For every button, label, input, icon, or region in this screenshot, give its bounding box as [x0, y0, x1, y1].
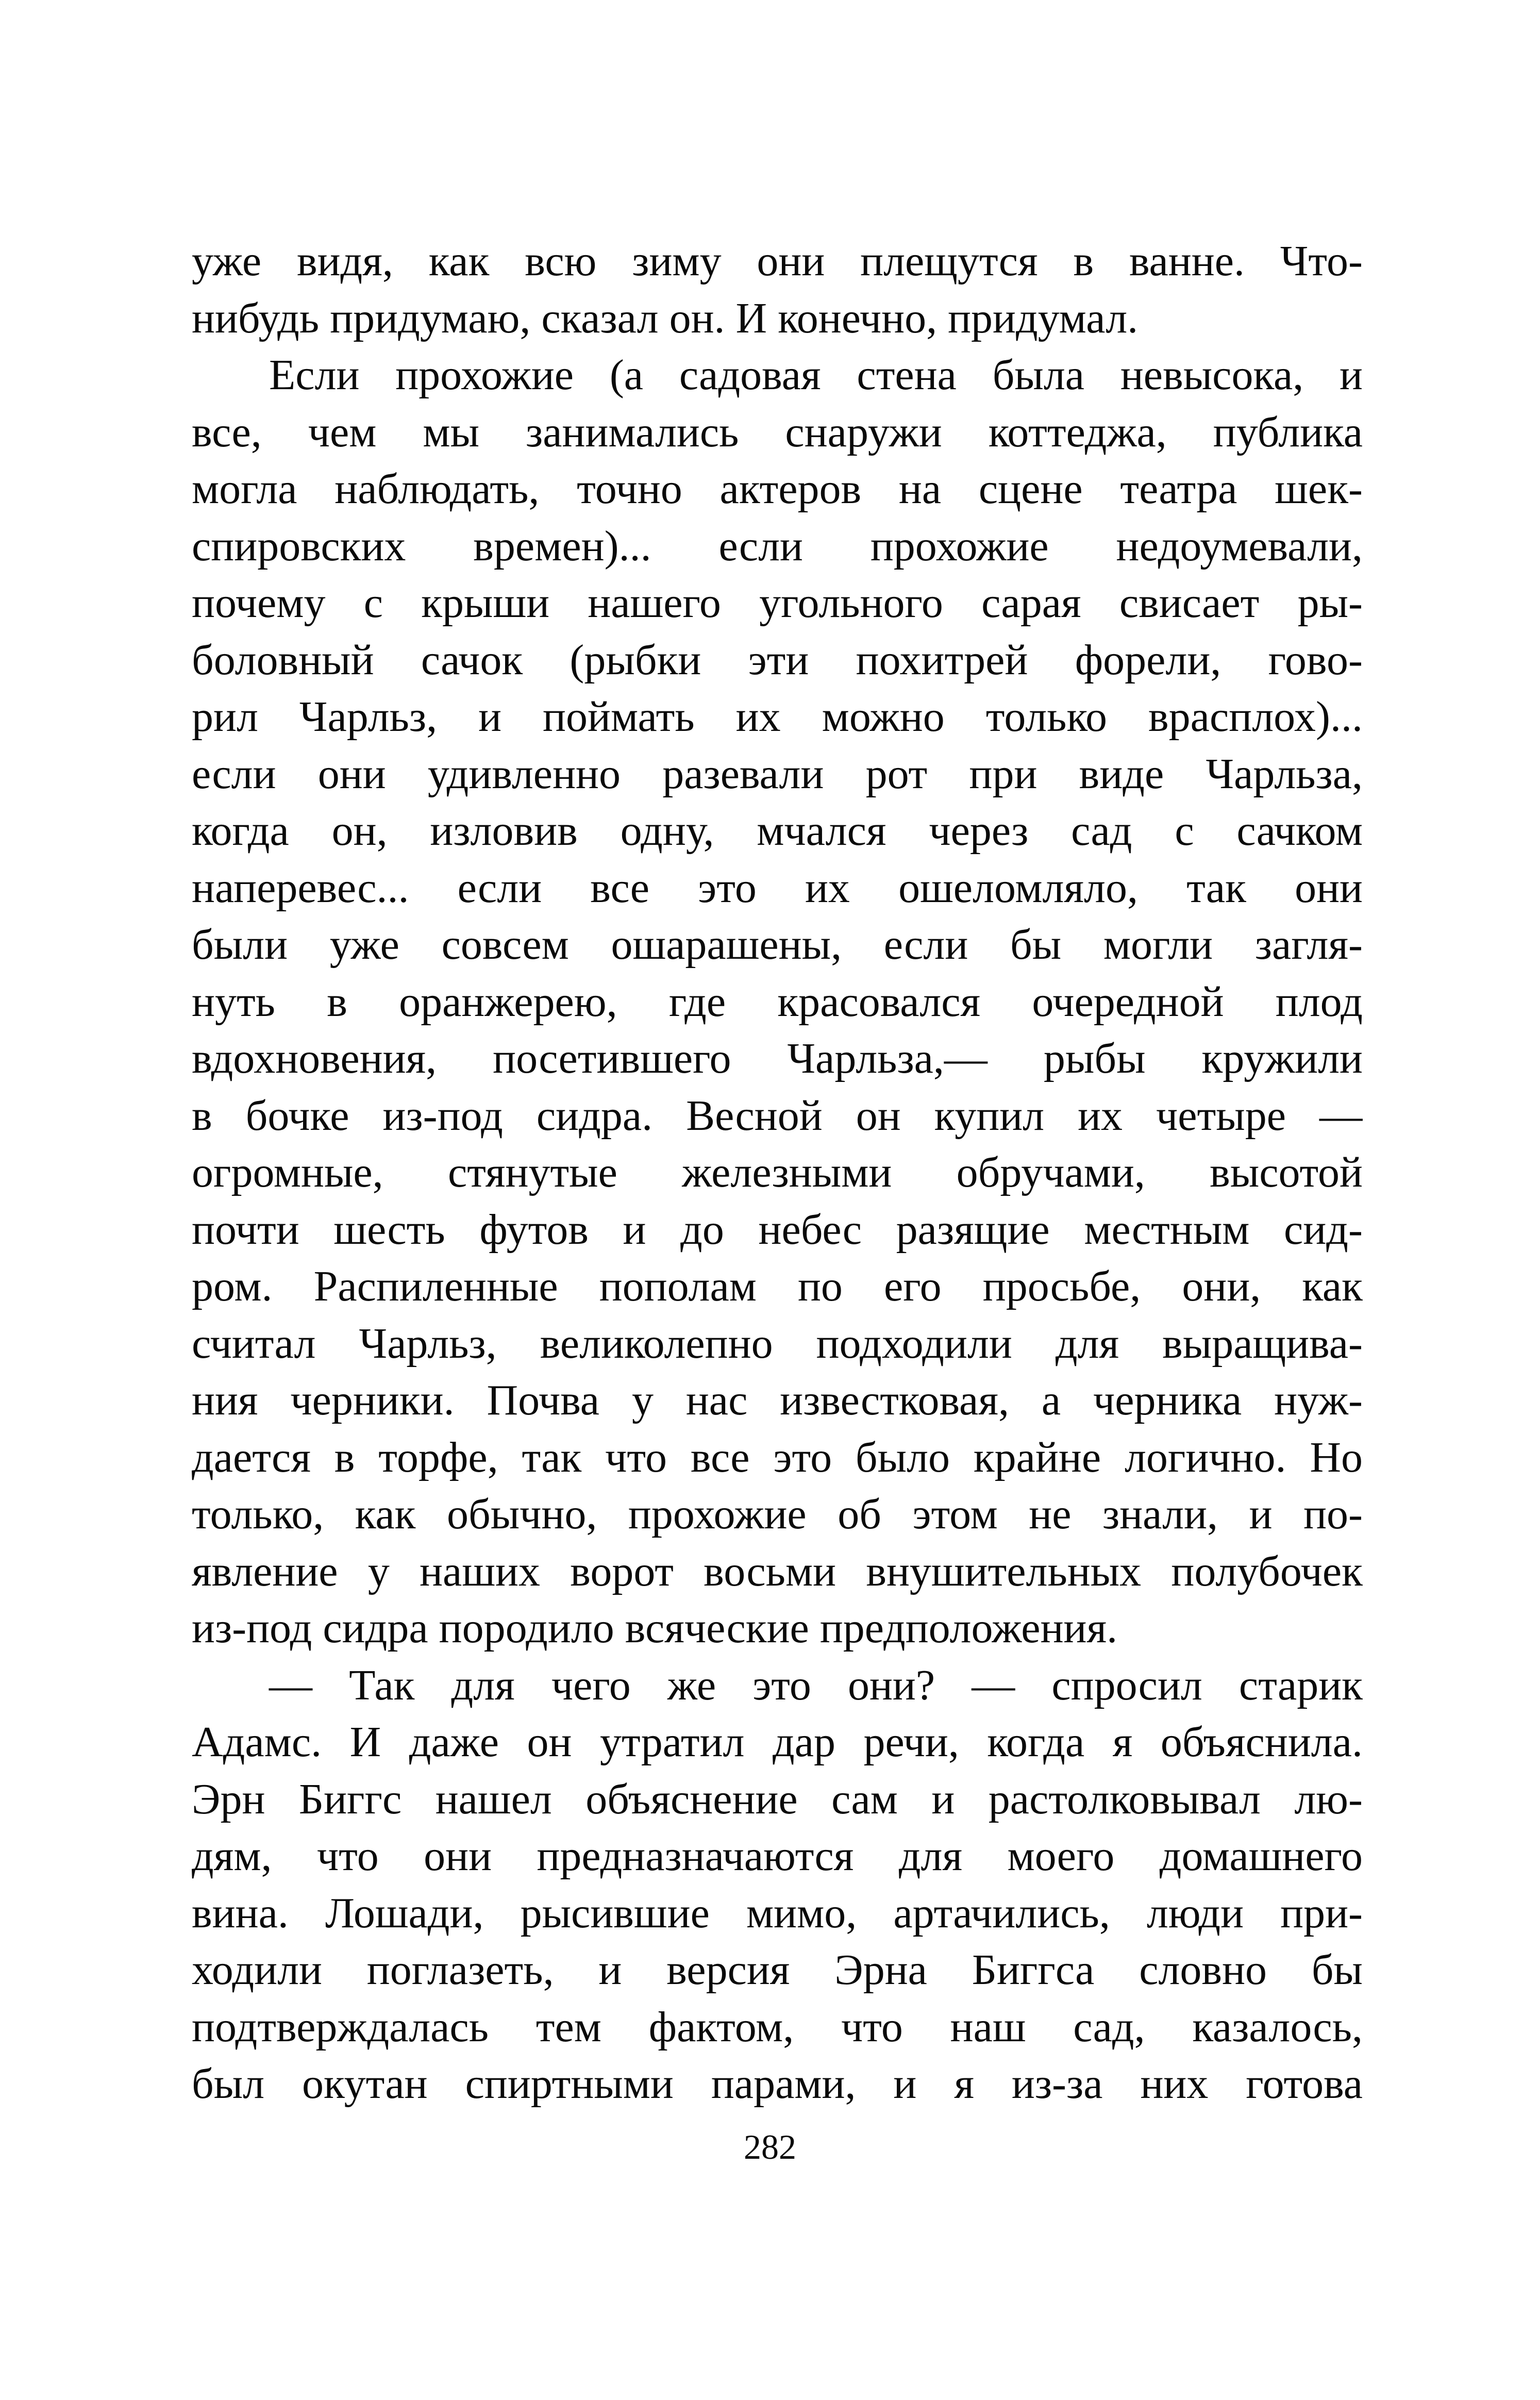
text-line: дается в торфе, так что все это было крайне логично. Но [192, 1433, 1363, 1481]
text-line: был окутан спиртными парами, и я из-за них готова [192, 2060, 1363, 2108]
text-line: Адамс. И даже он утратил дар речи, когда я объяснила. [192, 1718, 1363, 1766]
text-line: были уже совсем ошарашены, если бы могли загля- [192, 921, 1363, 969]
text-line: нуть в оранжерею, где красовался очередной плод [192, 977, 1363, 1026]
text-line: подтверждалась тем фактом, что наш сад, казалось, [192, 2003, 1363, 2051]
text-line: из-под сидра породило всяческие предположения. [192, 1604, 1118, 1652]
text-line: если они удивленно разевали рот при виде Чарльза, [192, 749, 1363, 798]
text-line: ром. Распиленные пополам по его просьбе, они, как [192, 1262, 1363, 1310]
text-line: рил Чарльз, и поймать их можно только врасплох)... [192, 693, 1363, 741]
body-text [192, 233, 1363, 2113]
text-line: уже видя, как всю зиму они плещутся в ванне. Что- [192, 237, 1363, 285]
text-line: вина. Лошади, рысившие мимо, артачились, люди при- [192, 1889, 1363, 1937]
page-number: 282 [744, 2127, 796, 2166]
text-line: Эрн Биггс нашел объяснение сам и растолковывал лю- [192, 1775, 1363, 1823]
text-line: когда он, изловив одну, мчался через сад с сачком [192, 807, 1363, 855]
text-line: огромные, стянутые железными обручами, высотой [192, 1148, 1363, 1196]
text-line: ходили поглазеть, и версия Эрна Биггса словно бы [192, 1946, 1363, 1994]
text-line: в бочке из-под сидра. Весной он купил их четыре — [192, 1091, 1363, 1140]
text-line: почти шесть футов и до небес разящие местным сид- [192, 1205, 1363, 1254]
text-line: явление у наших ворот восьми внушительных полубочек [192, 1547, 1363, 1595]
text-line: все, чем мы занимались снаружи коттеджа, публика [192, 408, 1363, 456]
text-line: спировских времен)... если прохожие недоумевали, [192, 522, 1363, 570]
text-line: почему с крыши нашего угольного сарая свисает ры- [192, 579, 1363, 627]
text-line: — Так для чего же это они? — спросил старик [269, 1661, 1363, 1709]
text-line: могла наблюдать, точно актеров на сцене театра шек- [192, 465, 1363, 513]
text-line: вдохновения, посетившего Чарльза,— рыбы кружили [192, 1035, 1363, 1082]
text-line: Если прохожие (а садовая стена была невысока, и [269, 351, 1363, 399]
text-line: нибудь придумаю, сказал он. И конечно, придумал. [192, 294, 1139, 342]
text-line: боловный сачок (рыбки эти похитрей форели, гово- [192, 636, 1363, 684]
text-line: дям, что они предназначаются для моего домашнего [192, 1832, 1363, 1880]
text-line: наперевес... если все это их ошеломляло, так они [192, 863, 1363, 912]
text-line: считал Чарльз, великолепно подходили для выращива- [192, 1319, 1363, 1368]
text-line: ния черники. Почва у нас известковая, а черника нуж- [192, 1376, 1363, 1424]
text-line: только, как обычно, прохожие об этом не знали, и по- [192, 1490, 1363, 1538]
